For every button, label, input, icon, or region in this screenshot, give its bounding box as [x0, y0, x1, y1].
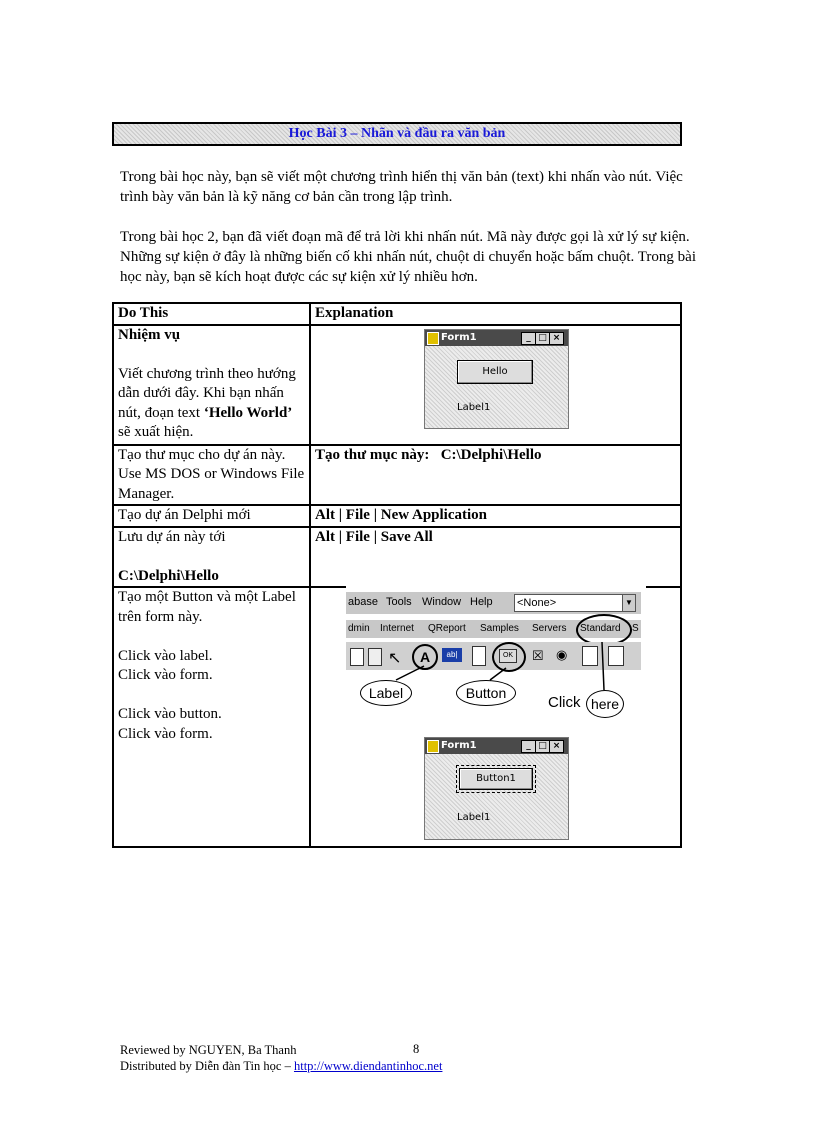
form1-window: [424, 329, 569, 429]
maximize-icon: □: [535, 740, 550, 753]
reviewed-by: Reviewed by NGUYEN, Ba Thanh: [120, 1043, 297, 1057]
button1-selected: Button1: [459, 768, 533, 790]
footer: [120, 1042, 442, 1074]
form1-label: Label1: [457, 402, 491, 413]
palette-tabs: dmin Internet QReport Samples Servers Standard S: [346, 620, 641, 638]
hello-button: Hello: [457, 360, 533, 384]
form2-label: Label1: [457, 812, 491, 823]
header-do-this: Do This: [113, 303, 310, 325]
button-callout: Button: [456, 680, 516, 706]
distributed-by: Distributed by Diễn đàn Tin học – http://www.diendantinhoc.net: [120, 1059, 443, 1073]
instruction-table: [112, 302, 682, 848]
click-callout: Click: [548, 694, 581, 711]
close-icon: ×: [549, 332, 564, 345]
save-path: C:\Delphi\Hello: [118, 567, 219, 584]
edit-component-icon: ab|: [442, 648, 462, 662]
maximize-icon: □: [535, 332, 550, 345]
button-component-icon: OK: [499, 649, 517, 663]
task-description: Viết chương trình theo hướng dẫn dưới đây. Khi bạn nhấn nút, đoạn text ‘Hello World’ sẽ xuất hiện.: [118, 365, 296, 440]
callout-lines: [346, 584, 646, 734]
menu-bar: abase Tools Window Help <None> ▼: [346, 592, 641, 614]
save-project-cell: Lưu dự án này tới C:\Delphi\Hello: [113, 527, 310, 588]
lesson-title: Học Bài 3 – Nhãn và đầu ra văn bản: [112, 122, 682, 146]
form1-title: Form1: [441, 332, 477, 343]
create-folder-cell: Tạo thư mục cho dự án này. Use MS DOS or Windows File Manager.: [113, 445, 310, 506]
delphi-toolbar-illustration: [346, 584, 646, 734]
task-heading: Nhiệm vụ: [118, 326, 181, 343]
intro-paragraph: Trong bài học này, bạn sẽ viết một chương trình hiển thị văn bản (text) khi nhấn vào nút. Việc trình bày văn bản là kỹ năng cơ bản cần trong lập trình.: [120, 169, 683, 205]
form2-window: [424, 737, 569, 840]
label-component-icon: A: [412, 644, 438, 670]
page-number: 8: [413, 1042, 420, 1056]
events-paragraph: Trong bài học 2, bạn đã viết đoạn mã để trả lời khi nhấn nút. Mã này được gọi là xử lý sự kiện. Những sự kiện ở đây là những biến cố khi nhấn nút, chuột di chuyển hoặc bấm chuột. Trong bài học này, bạn sẽ kích hoạt được các sự kiện xử lý nhiều hơn.: [120, 229, 696, 285]
create-folder-explanation: Tạo thư mục này: C:\Delphi\Hello: [310, 445, 681, 506]
component-combo: <None> ▼: [514, 594, 636, 612]
checkbox-icon: ☒: [532, 648, 544, 663]
save-project-explanation: Alt | File | Save All: [310, 527, 681, 588]
label-callout: Label: [360, 680, 412, 706]
form2-title: Form1: [441, 740, 477, 751]
task-cell: [113, 325, 310, 445]
minimize-icon: _: [521, 332, 536, 345]
here-callout: here: [586, 690, 624, 718]
minimize-icon: _: [521, 740, 536, 753]
radio-icon: ◉: [556, 647, 568, 662]
create-components-cell: Tạo một Button và một Label trên form này. Click vào label. Click vào form. Click vào button. Click vào form.: [113, 587, 310, 847]
forum-link[interactable]: http://www.diendantinhoc.net: [293, 1059, 443, 1073]
new-project-cell: Tạo dự án Delphi mới: [113, 505, 310, 527]
dropdown-arrow-icon: ▼: [622, 595, 635, 611]
close-icon: ×: [549, 740, 564, 753]
pointer-icon: ↖: [388, 650, 402, 667]
new-project-explanation: Alt | File | New Application: [310, 505, 681, 527]
delphi-form-icon: [427, 332, 439, 345]
delphi-form-icon: [427, 740, 439, 753]
header-explanation: Explanation: [310, 303, 681, 325]
